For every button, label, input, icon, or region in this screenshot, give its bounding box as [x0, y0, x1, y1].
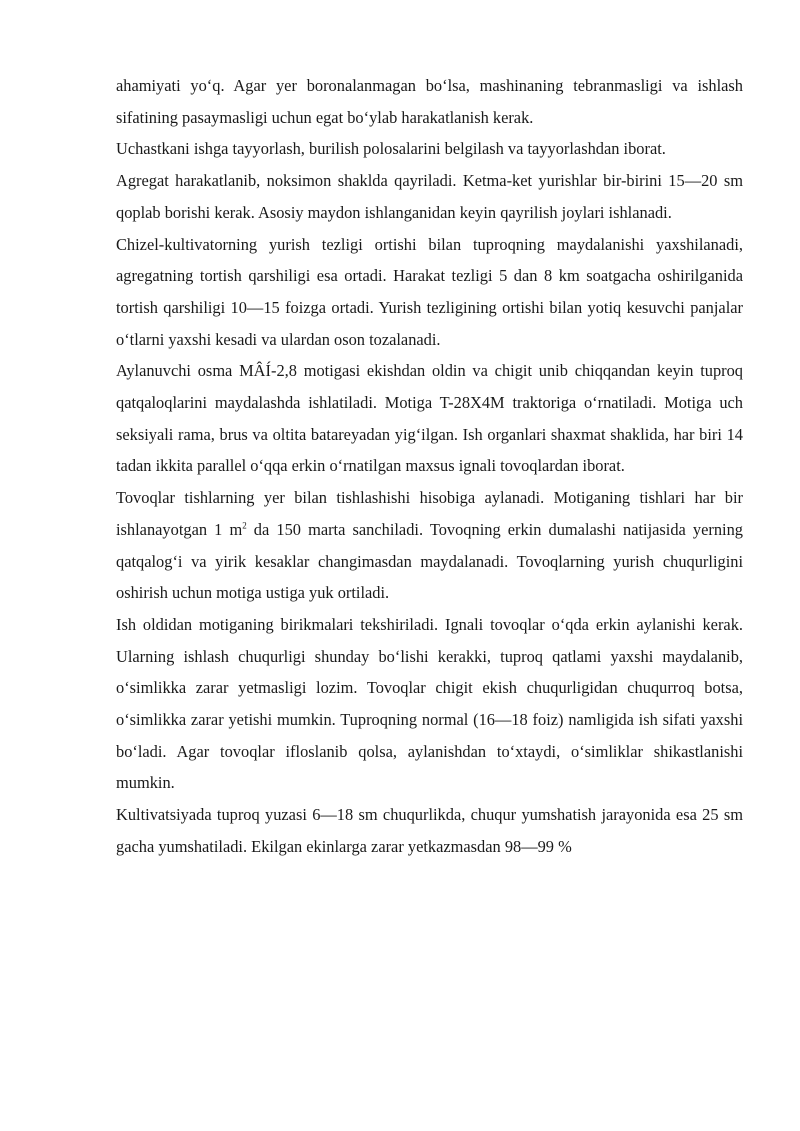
- paragraph-aylanuvchi-motiga: Aylanuvchi osma MÂÍ-2,8 motigasi ekishdan oldin va chigit unib chiqqandan keyin tuproq qatqaloqlarini maydalashda ishlatiladi. Motiga T-28X4M traktoriga o‘rnatiladi. Motiga uch seksiyali rama, brus va oltita batareyadan yig‘ilgan. Ish organlari shaxmat shaklida, har biri 14 tadan ikkita parallel o‘qqa erkin o‘rnatilgan maxsus ignali tovoqlardan iborat.: [116, 361, 743, 476]
- paragraph-agregat: Agregat harakatlanib, noksimon shaklda qayriladi. Ketma-ket yurishlar bir-birini 15—20 sm qoplab borishi kerak. Asosiy maydon ishlanganidan keyin qayrilish joylari ishlanadi.: [116, 171, 743, 222]
- paragraph-agar-yer: ahamiyati yo‘q. Agar yer boronalanmagan bo‘lsa, mashinaning tebranmasligi va ishlash sifatining pasaymasligi uchun egat bo‘ylab harakatlanish kerak.: [116, 76, 743, 127]
- superscript-square: 2: [242, 520, 247, 531]
- paragraph-tovoqlar: [116, 482, 743, 609]
- paragraph-uchastka: Uchastkani ishga tayyorlash, burilish polosalarini belgilash va tayyorlashdan iborat.: [116, 139, 666, 159]
- paragraph-chizel-kultivator: Chizel-kultivatorning yurish tezligi ortishi bilan tuproqning maydalanishi yaxshilanadi, agregatning tortish qarshiligi esa ortadi. Harakat tezligi 5 dan 8 km soatgacha oshirilganida tortish qarshiligi 10—15 foizga ortadi. Yurish tezligining ortishi bilan yotiq kesuvchi panjalar o‘tlarni yaxshi kesadi va ulardan oson tozalanadi.: [116, 234, 743, 349]
- paragraph-tovoqlar-text-start: Tovoqlar tishlarning yer bilan tishlashishi hisobiga aylanadi. Motiganing tishlari har bir ishlanayotgan 1 m: [116, 488, 743, 539]
- paragraph-tovoqlar-text-end: da 150 marta sanchiladi. Tovoqning erkin dumalashi natijasida yerning qatqalog‘i va yirik kesaklar changimasdan maydalanadi. Tovoqlarning yurish chuqurligini oshirish uchun motiga ustiga yuk ortiladi.: [116, 519, 743, 603]
- paragraph-kultivatsiya: Kultivatsiyada tuproq yuzasi 6—18 sm chuqurlikda, chuqur yumshatish jarayonida esa 25 sm gacha yumshatiladi. Ekilgan ekinlarga zarar yetkazmasdan 98—99 %: [116, 805, 743, 856]
- paragraph-ish-oldidan: Ish oldidan motiganing birikmalari tekshiriladi. Ignali tovoqlar o‘qda erkin aylanishi kerak. Ularning ishlash chuqurligi shunday bo‘lishi kerakki, tuproq qatlami yaxshi maydalanib, o‘simlikka zarar yetmasligi lozim. Tovoqlar chigit ekish chuqurligidan chuqurroq botsa, o‘simlikka zarar yetishi mumkin. Tuproqning normal (16—18 foiz) namligida ish sifati yaxshi bo‘ladi. Agar tovoqlar ifloslanib qolsa, aylanishdan to‘xtaydi, o‘simliklar shikastlanishi mumkin.: [116, 614, 743, 793]
- document-page: [116, 70, 743, 863]
